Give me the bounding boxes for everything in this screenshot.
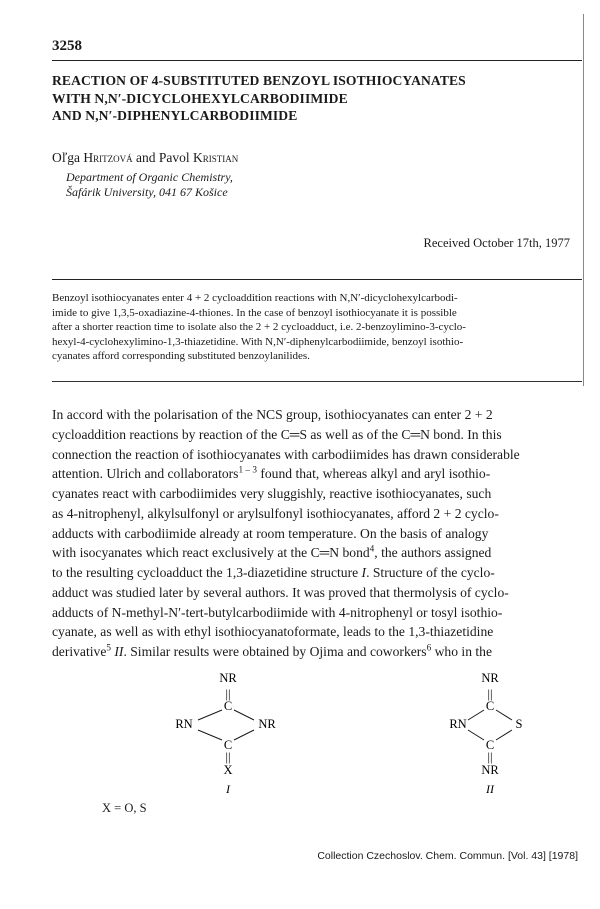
body-line xyxy=(52,464,582,484)
body-span: , the authors assigned xyxy=(374,545,492,561)
abstract-line: Benzoyl isothiocyanates enter 4 + 2 cycloaddition reactions with N,N′-dicyclohexylcarbodi- xyxy=(52,292,458,304)
body-span: with isocyanates which react exclusively at the C═N bond xyxy=(52,545,370,561)
struct-i-double-bond-bottom: || xyxy=(225,750,231,764)
header-rule xyxy=(52,60,582,61)
affiliation-line: Šafárik University, 041 67 Košice xyxy=(66,185,228,199)
body-line: connection the reaction of isothiocyanates with carbodiimides has drawn considerable xyxy=(52,446,520,462)
body-line: as 4-nitrophenyl, alkylsulfonyl or arylsulfonyl isothiocyanates, afford 2 + 2 cyclo- xyxy=(52,505,499,521)
struct-ii-label: II xyxy=(486,782,494,796)
article-title xyxy=(52,72,562,125)
structure-ii-diagram xyxy=(432,668,562,796)
title-line: REACTION OF 4-SUBSTITUTED BENZOYL ISOTHIOCYANATES xyxy=(52,73,466,88)
structure-ref: I xyxy=(361,565,367,580)
structure-ref: II xyxy=(114,644,124,659)
abstract-bottom-rule xyxy=(52,381,582,382)
struct-ii-bond xyxy=(468,730,484,740)
struct-ii-c-top: C xyxy=(485,699,495,713)
body-line: In accord with the polarisation of the NCS group, isothiocyanates can enter 2 + 2 xyxy=(52,407,493,422)
struct-ii-bottom-nr: NR xyxy=(481,763,499,777)
body-line xyxy=(52,642,582,662)
abstract-line: after a shorter reaction time to isolate also the 2 + 2 cycloadduct, i.e. 2-benzoylimino-3-cyclo- xyxy=(52,321,466,334)
body-span: to the resulting cycloadduct the 1,3-diazetidine structure xyxy=(52,565,362,580)
struct-i-bond xyxy=(198,730,222,740)
title-line: WITH N,N′-DICYCLOHEXYLCARBODIIMIDE xyxy=(52,90,348,106)
struct-i-c-top: C xyxy=(223,699,233,713)
body-line: adducts of N-methyl-N′-tert-butylcarbodiimide with 4-nitrophenyl or tosyl isothio- xyxy=(52,604,503,620)
struct-i-bottom-x: X xyxy=(223,763,233,777)
abstract-line: cyanates afford corresponding substituted benzoylanilides. xyxy=(52,350,310,363)
citation-ref: 6 xyxy=(426,642,432,653)
struct-ii-double-bond-top: || xyxy=(487,687,493,701)
body-text xyxy=(52,405,582,662)
abstract-top-rule xyxy=(52,279,582,280)
body-span: . Similar results were obtained by Ojima and coworkers xyxy=(123,644,427,659)
struct-ii-c-bottom: C xyxy=(485,738,495,752)
body-span: who in the xyxy=(431,644,493,659)
body-line: cyanate, as well as with ethyl isothiocyanatoformate, leads to the 1,3-thiazetidine xyxy=(52,624,494,640)
struct-i-bond xyxy=(198,710,222,720)
citation-ref: 4 xyxy=(369,543,375,554)
title-line: AND N,N′-DIPHENYLCARBODIIMIDE xyxy=(52,108,298,123)
page-edge-line xyxy=(583,14,584,386)
struct-ii-left-rn: RN xyxy=(449,717,467,731)
body-span: . Structure of the cyclo- xyxy=(366,565,495,580)
body-line xyxy=(52,563,582,583)
structure-i-diagram xyxy=(170,668,300,796)
received-date: Received October 17th, 1977 xyxy=(423,236,570,250)
abstract xyxy=(52,291,572,364)
body-span: found that, whereas alkyl and aryl isothio- xyxy=(256,466,491,482)
affiliation xyxy=(66,170,233,200)
citation-ref: 1 – 3 xyxy=(238,464,257,475)
struct-ii-bond xyxy=(468,710,484,720)
author-given-name: Oľga xyxy=(52,150,80,165)
struct-i-top-nr: NR xyxy=(219,671,237,685)
author-given-name: Pavol xyxy=(158,150,190,165)
body-line: adducts with carbodiimide already at room temperature. On the basis of analogy xyxy=(52,525,489,541)
body-span: attention. Ulrich and collaborators xyxy=(52,466,239,482)
author-line xyxy=(52,150,238,166)
x-definition: X = O, S xyxy=(102,801,147,815)
body-line: adduct was studied later by several authors. It was proved that thermolysis of cyclo- xyxy=(52,584,509,600)
citation-ref: 5 xyxy=(106,642,111,653)
body-line xyxy=(52,543,582,563)
struct-ii-top-nr: NR xyxy=(481,671,499,685)
struct-i-double-bond-top: || xyxy=(225,687,231,701)
struct-i-c-bottom: C xyxy=(223,738,233,752)
struct-i-bond xyxy=(234,730,254,740)
abstract-line: hexyl-4-cyclohexylimino-1,3-thiazetidine. With N,N′-diphenylcarbodiimide, benzoyl isothio- xyxy=(52,335,464,348)
struct-ii-double-bond-bottom: || xyxy=(487,750,493,764)
journal-footer: Collection Czechoslov. Chem. Commun. [Vol. 43] [1978] xyxy=(317,850,578,862)
struct-ii-bond xyxy=(496,710,512,720)
body-line: cycloaddition reactions by reaction of the C═S as well as of the C═N bond. In this xyxy=(52,426,502,442)
struct-i-label: I xyxy=(226,782,230,796)
affiliation-line: Department of Organic Chemistry, xyxy=(66,170,233,184)
author-family-name: Kristian xyxy=(193,150,239,165)
body-span: derivative xyxy=(52,644,107,659)
author-joiner: and xyxy=(135,150,156,165)
body-line: cyanates react with carbodiimides very sluggishly, reactive isothiocyanates, such xyxy=(52,486,492,501)
struct-i-left-rn: RN xyxy=(175,717,193,731)
struct-i-bond xyxy=(234,710,254,720)
author-family-name: Hritzová xyxy=(83,150,133,165)
struct-ii-bond xyxy=(496,730,512,740)
struct-ii-right-s: S xyxy=(515,717,523,731)
abstract-line: imide to give 1,3,5-oxadiazine-4-thiones. In the case of benzoyl isothiocyanate it is possible xyxy=(52,306,457,319)
page-number: 3258 xyxy=(52,38,82,54)
struct-i-right-nr: NR xyxy=(258,717,276,731)
